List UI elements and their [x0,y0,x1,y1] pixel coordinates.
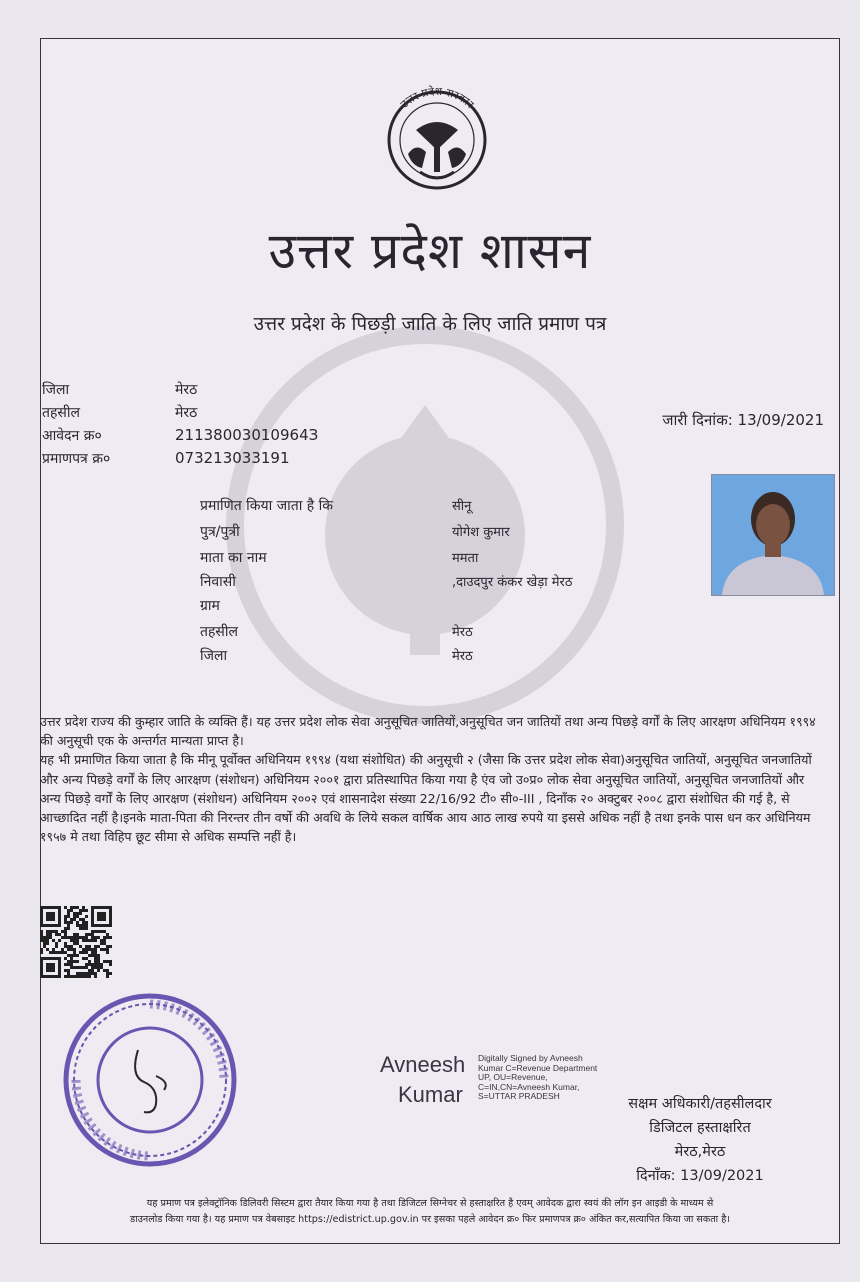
body-paragraph-2: यह भी प्रमाणित किया जाता है कि मीनू पूर्वोक्त अधिनियम १९९४ (यथा संशोधित) की अनुसूची २ (जैसा कि उत्तर प्रदेश लोक सेवा)अनुसूचित जातियों, अनुसूचित जनजातियों और अन्य पिछड़े वर्गों के लिए आरक्षण (संशोधन) अधिनियम २००१ द्वारा प्रतिस्थापित किया गया है एंव जो उ०प्र० लोक सेवा अनुसूचित जातियों, अनुसूचित जनजातियों और अन्य पिछड़े वर्गों के लिए आरक्षण (संशोधन) अधिनियम २००२ एवं शासनादेश संख्या 22/16/92 टी० सी०-III , दिनाँक २० अक्टुबर २००८ द्वारा संशोधित की गई है, से आच्छादित नहीं है।इनके माता-पिता की निरन्तर तीन वर्षो की अवधि के लिये सकल वार्षिक आय आठ लाख रुपये या इससे अधिक नहीं है तथा इनके पास धन कर अधिनियम १९५७ मे तथा विहिप छूट सीमा से अधिक सम्पत्ति नहीं है। [40,752,812,845]
body-paragraph-1: उत्तर प्रदेश राज्य की कुम्हार जाति के व्यक्ति हैं। यह उत्तर प्रदेश लोक सेवा अनुसूचित जातियों,अनुसूचित जन जातियों तथा अन्य पिछड़े वर्गों के लिए आरक्षण अधिनियम १९९४ की अनुसूची एक के अन्तर्गत मान्यता प्राप्त है। [40,714,816,749]
detail-label: पुत्र/पुत्री [200,524,240,540]
detail-value: मेरठ [452,649,473,664]
footer-note [40,1196,820,1228]
tehsil-label: तहसील [42,405,80,421]
tehsil-value: मेरठ [175,405,198,421]
detail-value: योगेश कुमार [452,525,510,540]
certificate-subtitle: उत्तर प्रदेश के पिछड़ी जाति के लिए जाति प्रमाण पत्र [253,313,607,335]
certificate-number: 073213033191 [175,449,290,467]
officer-block [600,1092,800,1188]
page-title: उत्तर प्रदेश शासन [268,222,592,280]
up-emblem-icon [376,84,498,190]
footer-line-2: डाउनलोड किया गया है। यह प्रमाण पत्र वेबसाइट https://edistrict.up.gov.in पर इसका पहले आवेदन क्र० फिर प्रमाणपत्र क्र० अंकित कर,सत्यापित किया जा सकता है। [130,1214,730,1225]
detail-label: माता का नाम [200,550,267,566]
signature-details: Digitally Signed by Avneesh Kumar C=Revenue Department UP, OU=Revenue, C=IN,CN=Avneesh Kumar, S=UTTAR PRADESH [478,1053,598,1102]
officer-designation: सक्षम अधिकारी/तहसीलदार [628,1096,772,1112]
detail-label: जिला [200,648,228,664]
qr-code[interactable] [40,906,112,978]
detail-value: मेरठ [452,625,473,640]
officer-signed-status: डिजिटल हस्ताक्षरित [649,1120,751,1136]
detail-label: ग्राम [200,598,220,614]
detail-label: तहसील [200,624,238,640]
officer-location: मेरठ,मेरठ [674,1144,726,1160]
detail-label: प्रमाणित किया जाता है कि [200,498,334,514]
application-label: आवेदन क्र० [42,428,102,444]
applicant-photo [711,474,835,596]
issue-date: जारी दिनांक: 13/09/2021 [662,411,824,429]
watermark-emblem [205,325,645,725]
certificate-label: प्रमाणपत्र क्र० [42,451,111,467]
detail-label: निवासी [200,574,236,590]
detail-value: सीनू [452,499,472,514]
signer-name-last: Kumar [398,1082,463,1107]
official-seal-stamp [60,990,240,1170]
district-label: जिला [42,382,70,398]
detail-value: ममता [452,551,479,566]
application-number: 21138003010964З [175,426,319,444]
certificate-body [40,712,820,846]
officer-date: दिनाँक: 13/09/2021 [636,1168,764,1184]
svg-text:उत्तर प्रदेश सरकार: उत्तर प्रदेश सरकार [397,84,477,112]
signer-name-first: Avneesh [380,1052,466,1077]
footer-line-1: यह प्रमाण पत्र इलेक्ट्रॉनिक डिलिवरी सिस्टम द्वारा तैयार किया गया है तथा डिजिटल सिग्नेचर से हस्ताक्षरित है एवम् आवेदक द्वारा स्वयं की लॉग इन आइडी के माध्यम से [146,1198,714,1209]
detail-value: ,दाउदपुर कंकर खेड़ा मेरठ [452,575,573,590]
district-value: मेरठ [175,382,198,398]
